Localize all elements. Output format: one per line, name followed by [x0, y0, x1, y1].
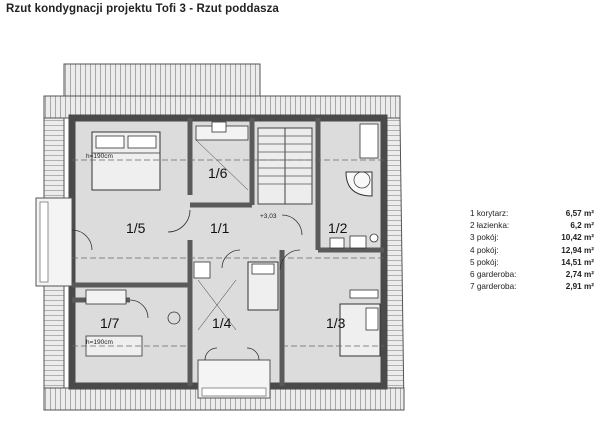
legend-value: 10,42 m²	[561, 233, 594, 243]
legend-row	[470, 221, 594, 233]
legend-label: 6 garderoba:	[470, 269, 517, 279]
room-label-1-5: 1/5	[126, 220, 146, 236]
balcony-left	[36, 198, 72, 286]
legend-row	[470, 270, 594, 282]
legend-row	[470, 246, 594, 258]
legend-label: 3 pokój:	[470, 233, 499, 243]
room-label-1-4: 1/4	[212, 315, 232, 331]
legend-value: 14,51 m²	[561, 257, 594, 267]
room-label-1-1: 1/1	[210, 220, 230, 236]
legend-label: 2 łazienka:	[470, 221, 510, 231]
legend-value: 12,94 m²	[561, 245, 594, 255]
bed-room-5	[92, 132, 160, 190]
legend-label: 7 garderoba:	[470, 282, 517, 292]
legend-row	[470, 258, 594, 270]
room-label-1-2: 1/2	[328, 220, 348, 236]
room-label-1-6: 1/6	[208, 165, 228, 181]
room-label-1-7: 1/7	[100, 315, 120, 331]
legend-value: 2,91 m²	[565, 282, 594, 292]
height-note-top: h=190cm	[86, 153, 113, 160]
legend-label: 1 korytarz:	[470, 209, 509, 218]
legend-row	[470, 209, 594, 221]
height-note-bottom: h=190cm	[86, 339, 113, 346]
legend-value: 2,74 m²	[565, 269, 594, 279]
plan-title: Rzut kondygnacji projektu Tofi 3 - Rzut poddasza	[6, 3, 279, 15]
staircase	[258, 128, 312, 204]
level-mark: +3,03	[260, 213, 277, 220]
legend-label: 5 pokój:	[470, 257, 499, 267]
legend-row	[470, 282, 594, 294]
legend-value: 6,57 m²	[565, 209, 594, 218]
room-label-1-3: 1/3	[326, 315, 346, 331]
balcony-bottom	[198, 360, 270, 398]
legend-row	[470, 233, 594, 245]
area-legend	[470, 209, 594, 294]
legend-label: 4 pokój:	[470, 245, 499, 255]
legend-value: 6,2 m²	[570, 221, 594, 231]
